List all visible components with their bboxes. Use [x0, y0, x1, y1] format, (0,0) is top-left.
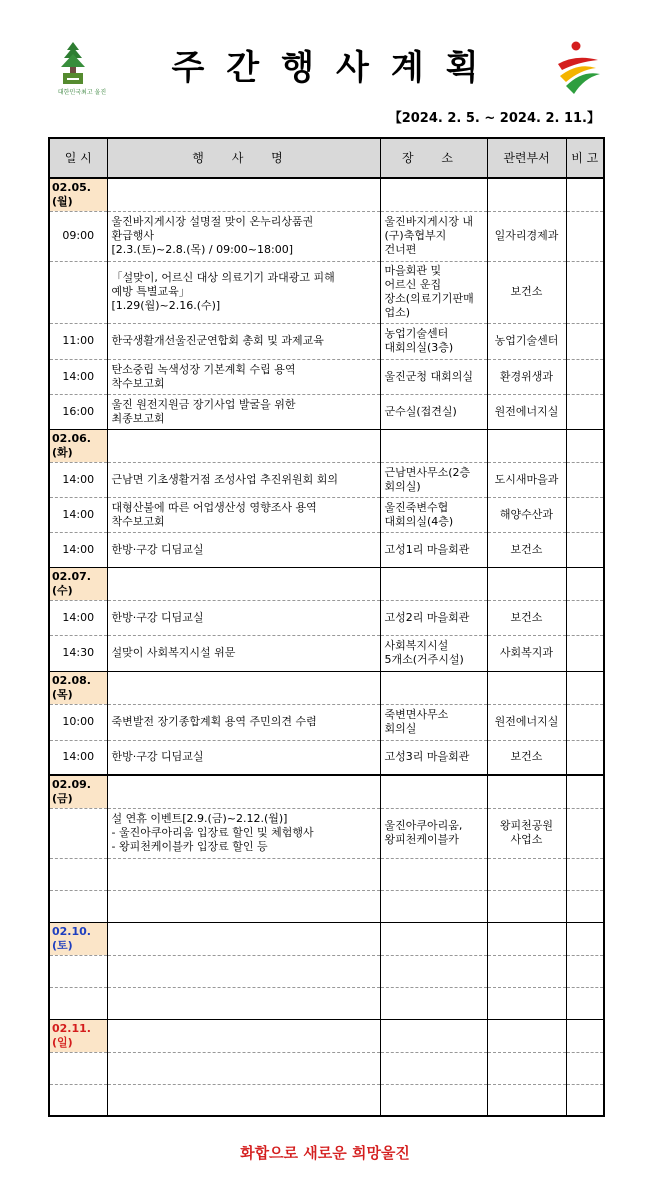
event-row [49, 1084, 604, 1116]
event-time: 09:00 [49, 211, 107, 261]
event-note [566, 808, 604, 858]
event-dept: 사회복지과 [487, 635, 566, 671]
event-dept [487, 890, 566, 922]
event-row [49, 1052, 604, 1084]
event-dept: 보건소 [487, 532, 566, 567]
event-title [107, 704, 380, 740]
empty-cell [380, 178, 487, 211]
event-dept: 보건소 [487, 600, 566, 635]
empty-cell [107, 1019, 380, 1052]
event-dept [487, 987, 566, 1019]
event-place [380, 858, 487, 890]
event-place-line: 죽변면사무소 [384, 708, 449, 721]
event-place [380, 890, 487, 922]
event-time: 14:00 [49, 532, 107, 567]
event-dept [487, 1052, 566, 1084]
event-row [49, 532, 604, 567]
event-row [49, 858, 604, 890]
col-header-event: 행 사 명 [107, 138, 380, 178]
event-place [380, 211, 487, 261]
event-title-line: 설맞이 사회복지시설 위문 [111, 646, 236, 659]
event-title-line: - 왕피천케이블카 입장료 할인 등 [111, 840, 268, 853]
footer-slogan: 화합으로 새로운 희망울진 [240, 1144, 410, 1162]
event-time: 14:00 [49, 740, 107, 775]
event-title [107, 462, 380, 497]
event-title-line: 최종보고회 [111, 411, 165, 425]
event-place-line: 울진죽변수협 [384, 500, 449, 514]
event-note [566, 955, 604, 987]
empty-cell [566, 1019, 604, 1052]
empty-cell [487, 1019, 566, 1052]
event-dept [487, 1084, 566, 1116]
date-label: 02.11.(일) [49, 1019, 107, 1052]
event-note [566, 740, 604, 775]
empty-cell [487, 567, 566, 600]
empty-cell [107, 567, 380, 600]
event-place-line: 고성3리 마을회관 [384, 750, 470, 764]
empty-cell [566, 429, 604, 462]
event-time: 14:00 [49, 600, 107, 635]
event-time [49, 1084, 107, 1116]
event-title [107, 890, 380, 922]
event-title-line: 근남면 기초생활거점 조성사업 추진위원회 회의 [111, 472, 339, 486]
event-place [380, 704, 487, 740]
col-header-place: 장 소 [380, 138, 487, 178]
event-place [380, 987, 487, 1019]
event-dept: 환경위생과 [487, 359, 566, 394]
event-row [49, 890, 604, 922]
empty-cell [380, 1019, 487, 1052]
event-title-line: 착수보고회 [111, 376, 165, 390]
event-place-line: 울진군청 대회의실 [384, 369, 474, 383]
event-time: 14:00 [49, 497, 107, 532]
event-place [380, 323, 487, 359]
event-title [107, 808, 380, 858]
event-time: 11:00 [49, 323, 107, 359]
event-place-line: 어르신 운집 [384, 278, 442, 291]
event-place-line: 5개소(거주시설) [384, 653, 464, 666]
event-title-line: [1.29(월)~2.16.(수)] [111, 299, 221, 312]
event-note [566, 635, 604, 671]
event-title [107, 1052, 380, 1084]
event-time: 14:30 [49, 635, 107, 671]
event-dept [487, 955, 566, 987]
event-time [49, 858, 107, 890]
event-title [107, 211, 380, 261]
event-place [380, 261, 487, 323]
date-label: 02.05.(월) [49, 178, 107, 211]
event-title-line: 한방·구강 디딤교실 [111, 542, 204, 556]
event-title [107, 323, 380, 359]
event-place [380, 740, 487, 775]
date-label: 02.09.(금) [49, 775, 107, 808]
page-title: 주간행사계획 [171, 48, 501, 88]
event-place [380, 955, 487, 987]
event-place-line: 농업기술센터 [384, 327, 449, 340]
event-title-line: 예방 특별교육」 [111, 285, 190, 298]
event-place-line: 건너편 [384, 243, 417, 256]
date-row [49, 671, 604, 704]
empty-cell [566, 178, 604, 211]
event-title [107, 394, 380, 429]
date-row [49, 922, 604, 955]
event-place [380, 635, 487, 671]
event-time [49, 1052, 107, 1084]
event-row [49, 987, 604, 1019]
event-title-line: 탄소중립 녹색성장 기본계획 수립 용역 [111, 362, 296, 376]
event-dept: 원전에너지실 [487, 394, 566, 429]
event-note [566, 858, 604, 890]
event-time: 14:00 [49, 359, 107, 394]
logo-left-caption: 대한민국최고 울진 [57, 89, 107, 96]
schedule-table [48, 137, 605, 1117]
event-row [49, 261, 604, 323]
event-title [107, 635, 380, 671]
event-place [380, 359, 487, 394]
event-time: 10:00 [49, 704, 107, 740]
date-label: 02.06.(화) [49, 429, 107, 462]
date-label: 02.08.(목) [49, 671, 107, 704]
event-note [566, 211, 604, 261]
event-title [107, 600, 380, 635]
event-note [566, 497, 604, 532]
event-note [566, 532, 604, 567]
event-title-line: 착수보고회 [111, 514, 165, 528]
event-dept: 보건소 [487, 740, 566, 775]
date-row [49, 429, 604, 462]
event-note [566, 261, 604, 323]
event-time: 16:00 [49, 394, 107, 429]
empty-cell [487, 178, 566, 211]
event-title-line: 한방·구강 디딤교실 [111, 750, 204, 764]
event-title-line: 설 연휴 이벤트[2.9.(금)~2.12.(월)] [111, 812, 288, 825]
date-row [49, 567, 604, 600]
empty-cell [380, 429, 487, 462]
event-place-line: 군수실(접견실) [384, 404, 457, 418]
col-header-datetime: 일 시 [49, 138, 107, 178]
event-title-line: 대형산불에 따른 어업생산성 영향조사 용역 [111, 500, 317, 514]
empty-cell [107, 671, 380, 704]
event-title-line: 한국생활개선울진군연합회 총회 및 과제교육 [111, 334, 324, 347]
event-title [107, 858, 380, 890]
event-place-line: 근남면사무소(2층 [384, 465, 471, 479]
event-dept [487, 858, 566, 890]
event-title-line: 울진바지게시장 설명절 맞이 온누리상품권 [111, 215, 314, 228]
event-note [566, 1084, 604, 1116]
date-row [49, 775, 604, 808]
event-title [107, 532, 380, 567]
event-time [49, 890, 107, 922]
empty-cell [107, 922, 380, 955]
event-row [49, 740, 604, 775]
event-place-line: 마을회관 및 [384, 264, 442, 277]
event-note [566, 462, 604, 497]
empty-cell [566, 567, 604, 600]
empty-cell [566, 671, 604, 704]
event-note [566, 987, 604, 1019]
col-header-note: 비 고 [566, 138, 604, 178]
event-time [49, 955, 107, 987]
event-row [49, 704, 604, 740]
event-dept: 일자리경제과 [487, 211, 566, 261]
event-place-line: 고성2리 마을회관 [384, 610, 470, 624]
empty-cell [107, 178, 380, 211]
event-place [380, 394, 487, 429]
event-dept: 왕피천공원 사업소 [487, 808, 566, 858]
event-place-line: 고성1리 마을회관 [384, 542, 470, 556]
event-title-line: 「설맞이, 어르신 대상 의료기기 과대광고 피해 [111, 271, 335, 284]
event-note [566, 600, 604, 635]
event-place-line: 업소) [384, 306, 411, 319]
event-row [49, 600, 604, 635]
event-note [566, 1052, 604, 1084]
empty-cell [380, 567, 487, 600]
event-title [107, 740, 380, 775]
event-time [49, 987, 107, 1019]
empty-cell [487, 429, 566, 462]
event-place [380, 600, 487, 635]
event-place-line: 사회복지시설 [384, 639, 449, 652]
empty-cell [380, 775, 487, 808]
event-note [566, 890, 604, 922]
event-row [49, 211, 604, 261]
event-dept: 원전에너지실 [487, 704, 566, 740]
date-label: 02.10.(토) [49, 922, 107, 955]
event-title [107, 1084, 380, 1116]
event-title-line: 한방·구강 디딤교실 [111, 610, 204, 624]
event-row [49, 497, 604, 532]
event-title [107, 497, 380, 532]
event-place [380, 808, 487, 858]
date-label: 02.07.(수) [49, 567, 107, 600]
empty-cell [487, 775, 566, 808]
event-dept: 도시새마을과 [487, 462, 566, 497]
event-title-line: - 울진아쿠아리움 입장료 할인 및 체험행사 [111, 826, 314, 839]
event-time [49, 808, 107, 858]
empty-cell [107, 775, 380, 808]
event-title-line: [2.3.(토)~2.8.(목) / 09:00~18:00] [111, 243, 294, 256]
event-note [566, 323, 604, 359]
event-place-line: 왕피천케이블카 [384, 833, 459, 846]
event-row [49, 323, 604, 359]
event-title-line: 죽변발전 장기종합계획 용역 주민의견 수렴 [111, 715, 317, 728]
date-row [49, 1019, 604, 1052]
empty-cell [566, 775, 604, 808]
date-row [49, 178, 604, 211]
event-title [107, 955, 380, 987]
event-place-line: 회의실 [384, 722, 417, 735]
uljin-logo-right [552, 40, 604, 96]
event-place-line: 울진아쿠아리움, [384, 819, 463, 832]
event-row [49, 808, 604, 858]
event-place-line: 울진바지게시장 내 [384, 215, 474, 228]
event-time: 14:00 [49, 462, 107, 497]
event-place [380, 1084, 487, 1116]
event-dept: 해양수산과 [487, 497, 566, 532]
event-note [566, 394, 604, 429]
event-place-line: 대회의실(4층) [384, 514, 454, 528]
event-dept: 보건소 [487, 261, 566, 323]
event-place-line: 장소(의료기기판매 [384, 292, 474, 305]
empty-cell [566, 922, 604, 955]
event-dept: 농업기술센터 [487, 323, 566, 359]
event-note [566, 704, 604, 740]
table-header-row [49, 138, 604, 178]
event-place [380, 532, 487, 567]
empty-cell [380, 671, 487, 704]
event-title-line: 환급행사 [111, 229, 155, 242]
col-header-dept: 관련부서 [487, 138, 566, 178]
empty-cell [107, 429, 380, 462]
event-title [107, 359, 380, 394]
event-place-line: 대회의실(3층) [384, 341, 454, 354]
event-note [566, 359, 604, 394]
event-time [49, 261, 107, 323]
event-title [107, 261, 380, 323]
event-place-line: (구)축협부지 [384, 229, 447, 242]
event-row [49, 359, 604, 394]
event-place-line: 회의실) [384, 479, 421, 493]
event-place [380, 462, 487, 497]
empty-cell [380, 922, 487, 955]
event-title [107, 987, 380, 1019]
event-place [380, 1052, 487, 1084]
empty-cell [487, 671, 566, 704]
event-place [380, 497, 487, 532]
event-row [49, 635, 604, 671]
event-title-line: 울진 원전지원금 장기사업 발굴을 위한 [111, 397, 296, 411]
empty-cell [487, 922, 566, 955]
event-row [49, 394, 604, 429]
event-row [49, 462, 604, 497]
event-row [49, 955, 604, 987]
week-period: 【2024. 2. 5. ~ 2024. 2. 11.】 [388, 111, 600, 126]
